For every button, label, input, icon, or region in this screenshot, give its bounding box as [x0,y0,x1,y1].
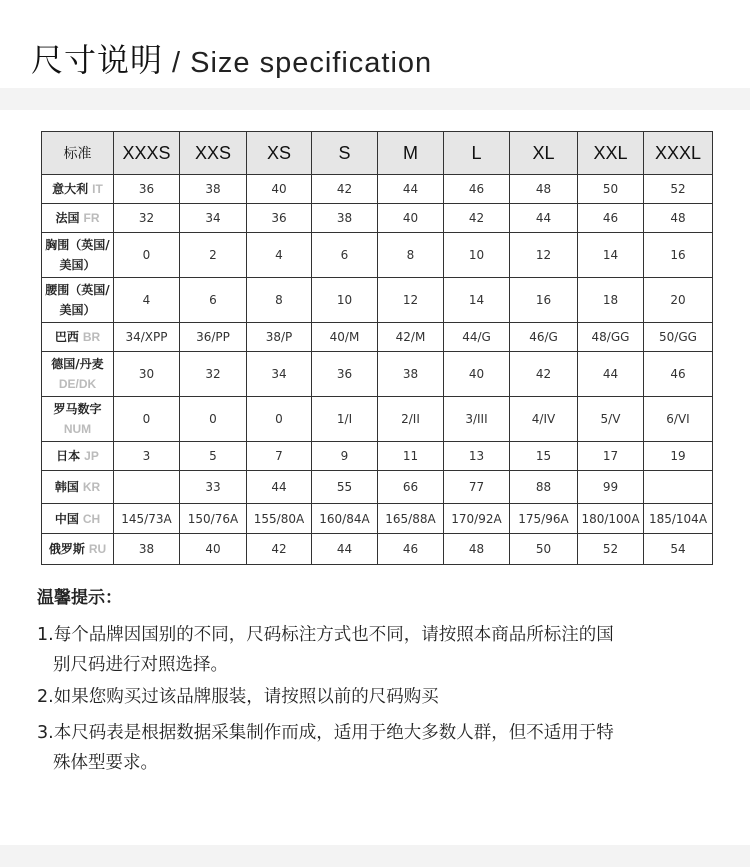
table-cell: 170/92A [444,504,510,534]
table-cell: 5/V [578,397,644,442]
table-cell: 42 [444,204,510,233]
tip-line-continued: 殊体型要求。 [53,753,158,773]
row-label [42,233,114,278]
table-cell: 155/80A [247,504,312,534]
row-label [42,397,114,442]
table-row [42,442,713,471]
row-label-text: 罗马数字 [53,402,102,416]
row-country-code: JP [84,449,99,463]
table-corner-label: 标准 [42,132,114,175]
table-row [42,204,713,233]
table-cell: 12 [510,233,578,278]
table-cell: 15 [510,442,578,471]
row-label [42,278,114,323]
table-cell: 4 [247,233,312,278]
size-header-cell: M [378,132,444,175]
row-label-text: 中国 [54,511,79,526]
table-cell: 50 [510,534,578,565]
divider-band-bottom [0,845,750,867]
table-row [42,323,713,352]
table-cell: 77 [444,471,510,504]
page-title-cn: 尺寸说明 [31,41,164,79]
tip-line: 1.每个品牌因国别的不同，尺码标注方式也不同，请按照本商品所标注的国 [37,625,614,645]
size-header-cell: S [312,132,378,175]
table-cell: 40 [378,204,444,233]
row-country-code: NUM [63,422,92,436]
table-cell: 40/M [312,323,378,352]
table-cell: 88 [510,471,578,504]
table-cell: 4/IV [510,397,578,442]
table-cell: 13 [444,442,510,471]
tip-item [37,682,707,712]
size-header-cell: XL [510,132,578,175]
table-cell: 36 [114,175,180,204]
row-label-text: 法国 [55,211,80,225]
table-cell: 0 [114,233,180,278]
tip-item [37,620,707,680]
row-label [42,471,114,504]
table-cell: 12 [378,278,444,323]
table-cell: 44 [247,471,312,504]
table-cell: 30 [114,352,180,397]
row-label [42,504,114,534]
table-cell: 48 [644,204,713,233]
table-cell: 6 [180,278,247,323]
table-cell: 44 [312,534,378,565]
table-cell: 48/GG [578,323,644,352]
row-label-text: 韩国 [54,480,79,494]
table-cell: 10 [312,278,378,323]
table-cell: 44 [378,175,444,204]
size-header-cell: L [444,132,510,175]
row-label-text: 腰围（英国/美国） [45,283,110,317]
table-cell: 0 [114,397,180,442]
table-cell: 40 [247,175,312,204]
table-cell: 6 [312,233,378,278]
table-cell: 34/XPP [114,323,180,352]
table-cell: 40 [444,352,510,397]
size-header-cell: XXXL [644,132,713,175]
table-row [42,534,713,565]
table-cell: 0 [247,397,312,442]
table-cell: 36/PP [180,323,247,352]
table-cell: 0 [180,397,247,442]
row-label [42,352,114,397]
table-row [42,278,713,323]
row-country-code: DE/DK [58,377,97,391]
table-cell: 50 [578,175,644,204]
row-country-code: KR [82,480,101,494]
table-cell: 38 [114,534,180,565]
tip-line: 3.本尺码表是根据数据采集制作而成，适用于绝大多数人群，但不适用于特 [37,723,614,743]
table-cell: 36 [312,352,378,397]
table-cell: 3/III [444,397,510,442]
table-cell: 42 [247,534,312,565]
divider-band-top [0,88,750,110]
table-cell: 34 [247,352,312,397]
table-row [42,471,713,504]
tips-title: 温馨提示： [37,588,122,608]
row-label-text: 胸围（英国/美国） [45,238,110,272]
table-cell: 46 [644,352,713,397]
table-row [42,352,713,397]
table-cell: 3 [114,442,180,471]
table-cell: 99 [578,471,644,504]
table-cell: 4 [114,278,180,323]
table-cell: 165/88A [378,504,444,534]
table-cell: 46/G [510,323,578,352]
table-cell: 48 [444,534,510,565]
table-cell: 44 [510,204,578,233]
table-cell: 145/73A [114,504,180,534]
row-country-code: IT [92,182,103,196]
table-cell: 7 [247,442,312,471]
table-cell: 32 [180,352,247,397]
table-cell: 10 [444,233,510,278]
table-cell: 48 [510,175,578,204]
size-header-row [42,132,713,175]
tip-line-continued: 别尺码进行对照选择。 [53,655,228,675]
table-cell: 14 [578,233,644,278]
row-label-text: 日本 [56,449,81,463]
page-title-en: / Size specification [172,47,433,79]
table-cell: 33 [180,471,247,504]
row-label [42,175,114,204]
table-cell: 32 [114,204,180,233]
table-cell: 160/84A [312,504,378,534]
size-header-cell: XXS [180,132,247,175]
table-cell: 46 [378,534,444,565]
row-label-text: 巴西 [54,330,79,344]
table-row [42,504,713,534]
table-cell: 42/M [378,323,444,352]
size-table-body [42,175,713,565]
table-cell: 19 [644,442,713,471]
table-row [42,175,713,204]
table-cell: 36 [247,204,312,233]
table-cell: 38 [378,352,444,397]
row-label [42,442,114,471]
table-cell: 175/96A [510,504,578,534]
table-cell: 55 [312,471,378,504]
row-country-code: FR [83,211,100,225]
table-cell: 18 [578,278,644,323]
row-label-text: 意大利 [52,182,89,196]
row-label-text: 俄罗斯 [48,542,85,556]
table-cell: 52 [578,534,644,565]
table-cell: 38 [312,204,378,233]
table-cell: 38 [180,175,247,204]
table-cell: 1/I [312,397,378,442]
table-cell: 42 [510,352,578,397]
size-table [41,131,713,565]
table-cell: 8 [378,233,444,278]
row-label [42,534,114,565]
table-cell: 185/104A [644,504,713,534]
table-cell: 5 [180,442,247,471]
size-header-cell: XS [247,132,312,175]
table-cell: 40 [180,534,247,565]
table-cell: 2/II [378,397,444,442]
table-cell: 44/G [444,323,510,352]
table-cell: 9 [312,442,378,471]
header [0,0,750,90]
table-cell: 16 [510,278,578,323]
table-cell: 42 [312,175,378,204]
row-country-code: CH [82,511,101,526]
table-cell: 66 [378,471,444,504]
row-label [42,204,114,233]
table-row [42,233,713,278]
row-label-text: 德国/丹麦 [51,357,104,371]
table-cell: 50/GG [644,323,713,352]
table-cell: 34 [180,204,247,233]
table-cell: 46 [578,204,644,233]
table-cell: 14 [444,278,510,323]
table-cell: 54 [644,534,713,565]
table-cell: 52 [644,175,713,204]
table-cell: 180/100A [578,504,644,534]
size-header-cell: XXXS [114,132,180,175]
table-cell: 11 [378,442,444,471]
size-header-cell: XXL [578,132,644,175]
table-cell: 150/76A [180,504,247,534]
tip-line: 2.如果您购买过该品牌服装，请按照以前的尺码购买 [37,687,439,707]
table-cell: 8 [247,278,312,323]
row-country-code: BR [82,330,101,344]
table-cell [644,471,713,504]
table-cell: 2 [180,233,247,278]
table-cell [114,471,180,504]
table-cell: 16 [644,233,713,278]
table-cell: 17 [578,442,644,471]
tip-item [37,718,707,778]
table-cell: 44 [578,352,644,397]
row-country-code: RU [88,542,107,556]
table-cell: 38/P [247,323,312,352]
table-cell: 20 [644,278,713,323]
row-label [42,323,114,352]
table-cell: 46 [444,175,510,204]
table-row [42,397,713,442]
table-cell: 6/VI [644,397,713,442]
